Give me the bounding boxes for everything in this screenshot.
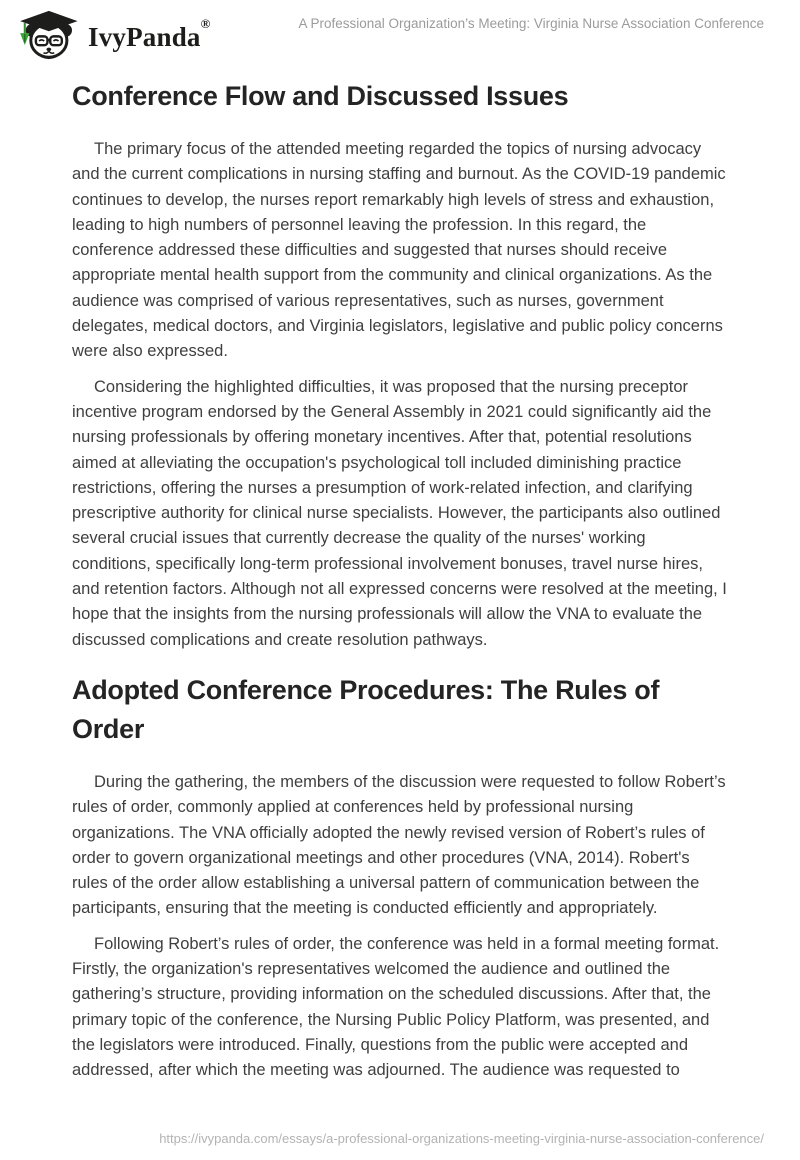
page-header: [0, 0, 800, 61]
page-footer: [0, 1130, 800, 1148]
panda-graduation-cap-icon: [16, 10, 78, 60]
document-title: A Professional Organization’s Meeting: Virginia Nurse Association Conference: [298, 16, 764, 31]
paragraph-1: The primary focus of the attended meeting regarded the topics of nursing advocacy and the current complications in nursing staffing and burnout. As the COVID-19 pandemic continues to develop, the nurses report remarkably high levels of stress and exhaustion, leading to high numbers of personnel leaving the profession. In this regard, the conference addressed these difficulties and suggested that nurses should receive appropriate mental health support from the community and clinical organizations. As the audience was comprised of various representatives, such as nurses, government delegates, medical doctors, and Virginia legislators, legislative and public policy concerns were also expressed.: [72, 140, 726, 361]
logo-text: IvyPanda®: [88, 16, 211, 52]
registered-trademark-symbol: ®: [200, 16, 211, 31]
paragraph-4: Following Robert’s rules of order, the conference was held in a formal meeting format. Firstly, the organization's representatives welcomed the audience and outlined the gathering’s structure, providing information on the scheduled discussions. After that, the primary topic of the conference, the Nursing Public Policy Platform, was presented, and the legislators were introduced. Finally, questions from the public were accepted and addressed, after which the meeting was adjourned. The audience was requested to: [72, 934, 720, 1080]
essay-body: [0, 77, 800, 1084]
paragraph-2: Considering the highlighted difficulties, it was proposed that the nursing preceptor incentive program endorsed by the General Assembly in 2021 could significantly aid the nursing professionals by offering monetary incentives. After that, potential resolutions aimed at alleviating the occupation's psychological toll included diminishing practice restrictions, offering the nurses a presumption of work-related infection, and clarifying prescriptive authority for clinical nurse specialists. However, the participants also outlined several crucial issues that currently decrease the quality of the nurses' working conditions, specifically long-term professional involvement bonuses, travel nurse hires, and retention factors. Although not all expressed concerns were resolved at the meeting, I hope that the insights from the nursing professionals will allow the VNA to evaluate the discussed complications and create resolution pathways.: [72, 377, 727, 649]
ivypanda-logo: [16, 8, 211, 61]
section-heading-conference-flow: Conference Flow and Discussed Issues: [72, 81, 569, 111]
source-url-link[interactable]: https://ivypanda.com/essays/a-professional-organizations-meeting-virginia-nurse-association-conference/: [159, 1131, 764, 1146]
paragraph-3: During the gathering, the members of the discussion were requested to follow Robert’s rules of order, commonly applied at conferences held by professional nursing organizations. The VNA officially adopted the newly revised version of Robert’s rules of order to govern organizational meetings and other procedures (VNA, 2014). Robert's rules of the order allow establishing a universal pattern of communication between the participants, ensuring that the meeting is conducted efficiently and appropriately.: [72, 772, 726, 918]
section-heading-adopted-procedures: Adopted Conference Procedures: The Rules of Order: [72, 674, 660, 744]
